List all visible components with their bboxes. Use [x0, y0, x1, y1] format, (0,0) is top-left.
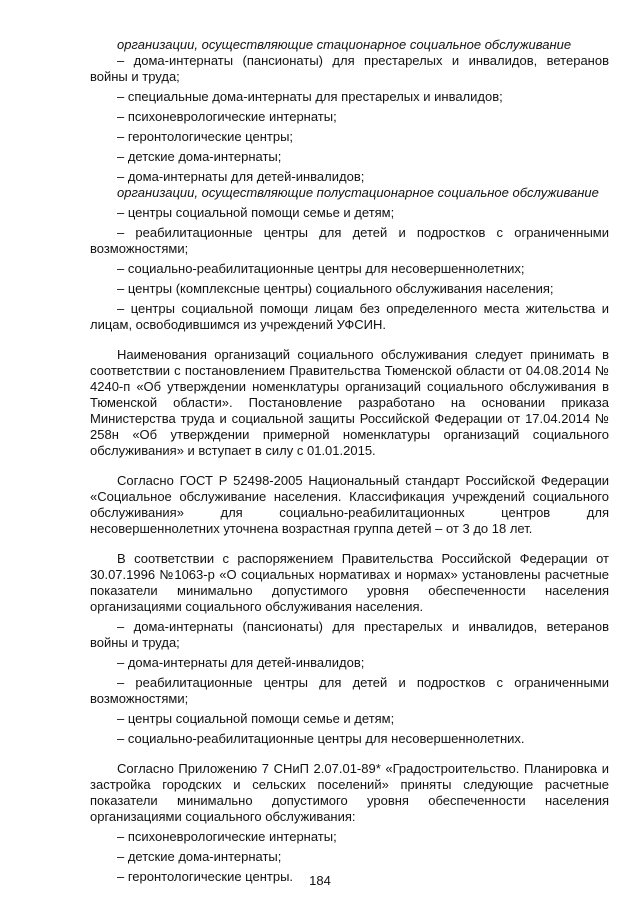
section-heading-stationary: организации, осуществляющие стационарное социальное обслуживание: [117, 37, 572, 52]
list-item: – дома-интернаты для детей-инвалидов;: [117, 655, 365, 670]
page-number: 184: [309, 873, 331, 888]
paragraph-gost: Согласно ГОСТ Р 52498-2005 Национальный стандарт Российской Федерации «Социальное обслуживание населения. Классификация учреждений социального обслуживания» для социально-реабилитационных центров для несовершеннолетних уточнена возрастная группа детей – от 3 до 18 лет.: [90, 473, 609, 536]
section-heading-semistationary: организации, осуществляющие полустационарное социальное обслуживание: [117, 185, 599, 200]
list-item: – центры (комплексные центры) социального обслуживания населения;: [117, 281, 554, 296]
paragraph-government-order: В соответствии с распоряжением Правительства Российской Федерации от 30.07.1996 №1063-р «О социальных нормативах и нормах» установлены расчетные показатели минимально допустимого уровня обеспеченности населения организациями социального обслуживания населения.: [90, 551, 609, 614]
list-item: – геронтологические центры.: [117, 869, 294, 884]
list-item: – социально-реабилитационные центры для несовершеннолетних;: [117, 261, 525, 276]
list-item: – дома-интернаты для детей-инвалидов;: [117, 169, 365, 184]
list-item: – детские дома-интернаты;: [117, 149, 282, 164]
list-item: – дома-интернаты (пансионаты) для престарелых и инвалидов, ветеранов войны и труда;: [90, 53, 609, 84]
list-item: – специальные дома-интернаты для престарелых и инвалидов;: [117, 89, 503, 104]
paragraph-naming: Наименования организаций социального обслуживания следует принимать в соответствии с постановлением Правительства Тюменской области от 04.08.2014 № 4240-п «Об утверждении номенклатуры организаций социального обслуживания в Тюменской области». Постановление разработано на основании приказа Министерства труда и социальной защиты Российской Федерации от 17.04.2014 № 258н «Об утверждении примерной номенклатуры организаций социального обслуживания» и вступает в силу с 01.01.2015.: [90, 347, 609, 458]
list-item: – центры социальной помощи лицам без определенного места жительства и лицам, освободившимся из учреждений УФСИН.: [90, 301, 609, 332]
list-item: – реабилитационные центры для детей и подростков с ограниченными возможностями;: [90, 225, 609, 256]
paragraph-snip: Согласно Приложению 7 СНиП 2.07.01-89* «Градостроительство. Планировка и застройка городских и сельских поселений» приняты следующие расчетные показатели минимально допустимого уровня обеспеченности населения организациями социального обслуживания:: [90, 761, 609, 824]
list-item: – детские дома-интернаты;: [117, 849, 282, 864]
list-item: – социально-реабилитационные центры для несовершеннолетних.: [117, 731, 525, 746]
list-item: – психоневрологические интернаты;: [117, 829, 337, 844]
list-item: – психоневрологические интернаты;: [117, 109, 337, 124]
list-item: – центры социальной помощи семье и детям;: [117, 205, 395, 220]
list-item: – центры социальной помощи семье и детям;: [117, 711, 395, 726]
list-item: – реабилитационные центры для детей и подростков с ограниченными возможностями;: [90, 675, 609, 706]
list-item: – дома-интернаты (пансионаты) для престарелых и инвалидов, ветеранов войны и труда;: [90, 619, 609, 650]
list-item: – геронтологические центры;: [117, 129, 294, 144]
